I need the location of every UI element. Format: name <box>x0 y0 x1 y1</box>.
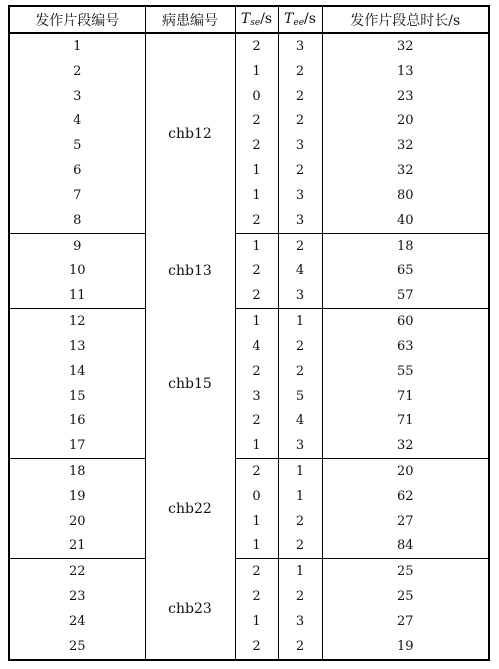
table-row <box>9 133 489 158</box>
tse-cell: 2 <box>235 459 278 484</box>
table-row <box>9 509 489 534</box>
segment-id-cell: 2 <box>9 59 145 84</box>
patient-id-cell: chb13 <box>145 233 235 308</box>
tee-cell: 3 <box>278 33 322 59</box>
table-row <box>9 84 489 109</box>
duration-cell: 55 <box>322 359 489 384</box>
tse-cell: 1 <box>235 158 278 183</box>
tee-cell: 2 <box>278 59 322 84</box>
segment-id-cell: 5 <box>9 133 145 158</box>
table-row <box>9 59 489 84</box>
segment-id-cell: 4 <box>9 109 145 134</box>
header-segment-id: 发作片段编号 <box>9 6 145 33</box>
table-row <box>9 559 489 584</box>
table-row <box>9 208 489 233</box>
tse-cell: 4 <box>235 334 278 359</box>
patient-id-cell: chb22 <box>145 459 235 559</box>
tee-cell: 2 <box>278 334 322 359</box>
table-row <box>9 534 489 559</box>
duration-cell: 27 <box>322 509 489 534</box>
segment-id-cell: 3 <box>9 84 145 109</box>
tse-cell: 2 <box>235 109 278 134</box>
segment-id-cell: 14 <box>9 359 145 384</box>
duration-cell: 32 <box>322 133 489 158</box>
table-row <box>9 384 489 409</box>
tse-cell: 2 <box>235 408 278 433</box>
duration-cell: 20 <box>322 459 489 484</box>
segment-id-cell: 11 <box>9 283 145 308</box>
tse-cell: 1 <box>235 183 278 208</box>
duration-cell: 18 <box>322 233 489 258</box>
tee-cell: 2 <box>278 158 322 183</box>
table-row <box>9 584 489 609</box>
duration-cell: 32 <box>322 433 489 458</box>
table-row <box>9 609 489 634</box>
table-row <box>9 408 489 433</box>
duration-cell: 25 <box>322 584 489 609</box>
duration-cell: 80 <box>322 183 489 208</box>
table-row <box>9 634 489 660</box>
duration-cell: 40 <box>322 208 489 233</box>
duration-cell: 20 <box>322 109 489 134</box>
segment-id-cell: 13 <box>9 334 145 359</box>
table-row <box>9 183 489 208</box>
duration-cell: 63 <box>322 334 489 359</box>
tse-cell: 3 <box>235 384 278 409</box>
segment-id-cell: 18 <box>9 459 145 484</box>
header-row <box>9 6 489 33</box>
tee-cell: 4 <box>278 258 322 283</box>
tee-cell: 4 <box>278 408 322 433</box>
tee-cell: 2 <box>278 109 322 134</box>
segment-id-cell: 6 <box>9 158 145 183</box>
table-row <box>9 233 489 258</box>
tse-cell: 1 <box>235 233 278 258</box>
tse-cell: 2 <box>235 584 278 609</box>
duration-cell: 27 <box>322 609 489 634</box>
duration-cell: 60 <box>322 309 489 334</box>
duration-cell: 57 <box>322 283 489 308</box>
tse-cell: 2 <box>235 258 278 283</box>
tee-cell: 2 <box>278 634 322 660</box>
segment-id-cell: 1 <box>9 33 145 59</box>
segment-id-cell: 19 <box>9 484 145 509</box>
tee-cell: 2 <box>278 233 322 258</box>
segment-id-cell: 22 <box>9 559 145 584</box>
header-tse: $T_{se}/s$ <box>235 6 278 33</box>
segment-id-cell: 23 <box>9 584 145 609</box>
patient-id-cell: chb15 <box>145 309 235 459</box>
duration-cell: 65 <box>322 258 489 283</box>
tse-cell: 2 <box>235 359 278 384</box>
segment-id-cell: 16 <box>9 408 145 433</box>
table-row <box>9 433 489 458</box>
tse-cell: 2 <box>235 133 278 158</box>
tse-cell: 1 <box>235 59 278 84</box>
tse-cell: 1 <box>235 433 278 458</box>
table-row <box>9 109 489 134</box>
tee-cell: 1 <box>278 559 322 584</box>
segment-id-cell: 17 <box>9 433 145 458</box>
tee-cell: 5 <box>278 384 322 409</box>
duration-cell: 32 <box>322 158 489 183</box>
tee-cell: 1 <box>278 309 322 334</box>
tse-cell: 1 <box>235 309 278 334</box>
duration-cell: 19 <box>322 634 489 660</box>
tee-cell: 2 <box>278 534 322 559</box>
duration-cell: 25 <box>322 559 489 584</box>
table-row <box>9 359 489 384</box>
tse-cell: 2 <box>235 33 278 59</box>
tse-cell: 2 <box>235 559 278 584</box>
duration-cell: 84 <box>322 534 489 559</box>
tse-cell: 0 <box>235 84 278 109</box>
patient-id-cell: chb23 <box>145 559 235 660</box>
duration-cell: 71 <box>322 384 489 409</box>
tee-cell: 1 <box>278 484 322 509</box>
segment-id-cell: 21 <box>9 534 145 559</box>
segment-id-cell: 10 <box>9 258 145 283</box>
tse-cell: 2 <box>235 208 278 233</box>
segment-id-cell: 24 <box>9 609 145 634</box>
segment-id-cell: 15 <box>9 384 145 409</box>
header-patient-id: 病患编号 <box>145 6 235 33</box>
table-body <box>9 33 489 660</box>
table-row <box>9 484 489 509</box>
tse-cell: 2 <box>235 634 278 660</box>
segment-id-cell: 25 <box>9 634 145 660</box>
table-row <box>9 283 489 308</box>
patient-id-cell: chb12 <box>145 33 235 233</box>
header-duration: 发作片段总时长/s <box>322 6 489 33</box>
duration-cell: 23 <box>322 84 489 109</box>
tse-cell: 2 <box>235 283 278 308</box>
tee-cell: 3 <box>278 208 322 233</box>
tee-cell: 1 <box>278 459 322 484</box>
seizure-table <box>8 5 490 661</box>
table-row <box>9 459 489 484</box>
table-row <box>9 33 489 59</box>
segment-id-cell: 7 <box>9 183 145 208</box>
duration-cell: 13 <box>322 59 489 84</box>
duration-cell: 62 <box>322 484 489 509</box>
table-row <box>9 258 489 283</box>
tee-cell: 2 <box>278 509 322 534</box>
segment-id-cell: 12 <box>9 309 145 334</box>
duration-cell: 32 <box>322 33 489 59</box>
segment-id-cell: 9 <box>9 233 145 258</box>
header-tee: $T_{ee}/s$ <box>278 6 322 33</box>
tee-cell: 2 <box>278 359 322 384</box>
tee-cell: 3 <box>278 609 322 634</box>
tse-cell: 1 <box>235 609 278 634</box>
table-row <box>9 158 489 183</box>
tee-cell: 2 <box>278 84 322 109</box>
table-row <box>9 309 489 334</box>
tee-cell: 2 <box>278 584 322 609</box>
duration-cell: 71 <box>322 408 489 433</box>
tee-cell: 3 <box>278 433 322 458</box>
tse-cell: 1 <box>235 509 278 534</box>
segment-id-cell: 20 <box>9 509 145 534</box>
tee-cell: 3 <box>278 283 322 308</box>
segment-id-cell: 8 <box>9 208 145 233</box>
tse-cell: 1 <box>235 534 278 559</box>
tee-cell: 3 <box>278 183 322 208</box>
tee-cell: 3 <box>278 133 322 158</box>
table-row <box>9 334 489 359</box>
tse-cell: 0 <box>235 484 278 509</box>
